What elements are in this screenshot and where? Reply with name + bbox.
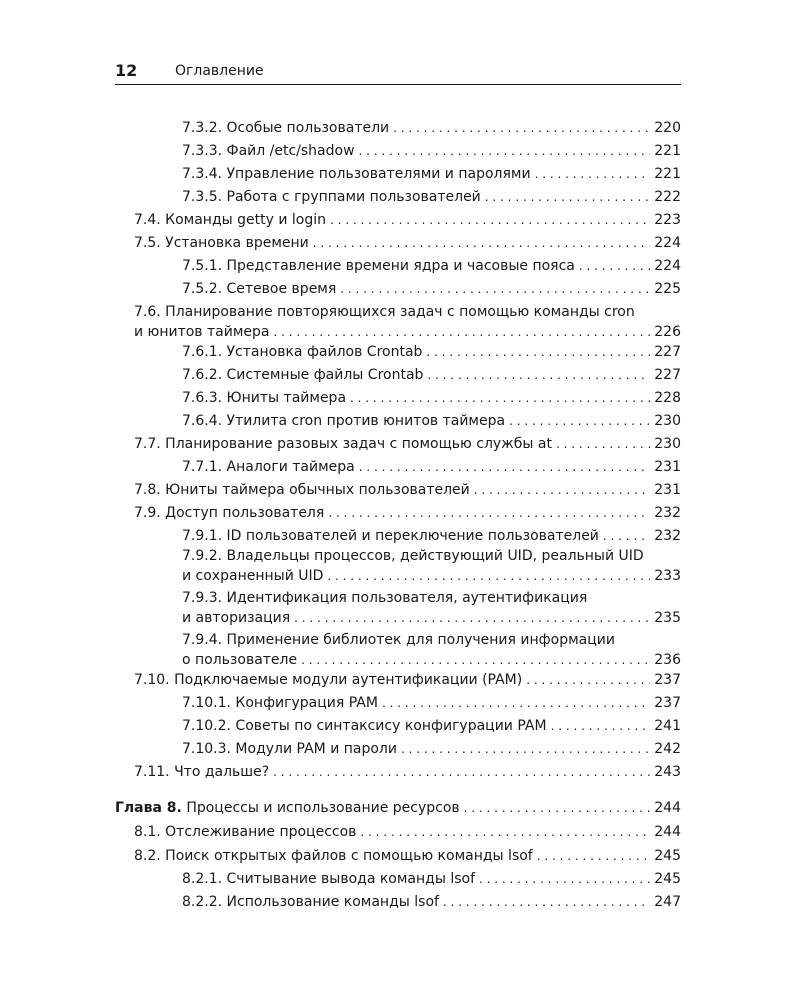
toc-entry (182, 342, 681, 362)
dot-leader (340, 279, 650, 299)
toc-entry-title: 8.2.2. Использование команды lsof (182, 894, 439, 910)
toc-entry-page: 235 (654, 610, 681, 626)
dot-leader (426, 342, 650, 362)
toc-entry-title: 7.10. Подключаемые модули аутентификации (PAM) (134, 672, 523, 688)
toc-entry (182, 630, 681, 670)
toc-entry (134, 503, 681, 523)
toc-entry-title-line2: и сохраненный UID (182, 568, 324, 584)
toc-entry-title: 7.3.4. Управление пользователями и паролями (182, 166, 531, 182)
dot-leader (393, 118, 650, 138)
toc-entry-page: 222 (654, 189, 681, 205)
toc-entry-title: 7.5.2. Сетевое время (182, 281, 337, 297)
toc-entry-page: 233 (654, 568, 681, 584)
dot-leader (603, 526, 650, 546)
toc-entry-page: 223 (654, 212, 681, 228)
toc-entry-title: 7.9.1. ID пользователей и переключение пользователей (182, 528, 599, 544)
dot-leader (273, 762, 650, 782)
toc-entry-page: 247 (654, 894, 681, 910)
toc-entry-title: 7.3.5. Работа с группами пользователей (182, 189, 481, 205)
dot-leader (535, 164, 651, 184)
dot-leader (360, 822, 650, 842)
toc-entry-page: 227 (654, 367, 681, 383)
toc-entry-title-line2: и юнитов таймера (134, 324, 270, 340)
toc-entry-page: 242 (654, 741, 681, 757)
toc-entry-title: Процессы и использование ресурсов (186, 800, 460, 816)
toc-entry-title: 7.6.4. Утилита cron против юнитов таймера (182, 413, 506, 429)
toc-entry-title: 8.2. Поиск открытых файлов с помощью команды lsof (134, 848, 533, 864)
toc-entry-page: 224 (654, 258, 681, 274)
toc-entry-page: 228 (654, 390, 681, 406)
toc-entry-page: 227 (654, 344, 681, 360)
toc-entry (182, 892, 681, 912)
toc-entry-title-line1: 7.9.2. Владельцы процессов, действующий UID, реальный UID (182, 548, 644, 564)
dot-leader (556, 434, 650, 454)
toc-entry-title: 7.7.1. Аналоги таймера (182, 459, 355, 475)
toc-entry-title-line1: 7.6. Планирование повторяющихся задач с помощью команды cron (134, 304, 635, 320)
toc-entry-title: 7.5. Установка времени (134, 235, 309, 251)
toc-entry (182, 693, 681, 713)
chapter-label: Глава 8. (115, 800, 182, 816)
dot-leader (301, 650, 650, 670)
dot-leader (479, 869, 650, 889)
toc-entry-title: 7.11. Что дальше? (134, 764, 270, 780)
toc-entry-title: 7.10.3. Модули PAM и пароли (182, 741, 397, 757)
toc-entry-title: 7.6.2. Системные файлы Crontab (182, 367, 424, 383)
toc-entry-page: 241 (654, 718, 681, 734)
toc-entry (182, 457, 681, 477)
toc-entry-page: 245 (654, 871, 681, 887)
dot-leader (328, 503, 650, 523)
dot-leader (330, 210, 650, 230)
dot-leader (359, 457, 651, 477)
toc-entry-page: 237 (654, 695, 681, 711)
dot-leader (401, 739, 650, 759)
toc-entry-title: 7.6.3. Юниты таймера (182, 390, 347, 406)
toc-entry (182, 716, 681, 736)
toc-entry-page: 220 (654, 120, 681, 136)
toc-entry (134, 822, 681, 842)
toc-entry (182, 256, 681, 276)
toc-entry (182, 388, 681, 408)
toc-chapter-entry (115, 798, 681, 818)
toc-entry (134, 210, 681, 230)
dot-leader (313, 233, 651, 253)
toc-entry (182, 869, 681, 889)
toc-entry-page: 244 (654, 800, 681, 816)
toc-entry (182, 411, 681, 431)
toc-entry (182, 141, 681, 161)
toc-entry-page: 244 (654, 824, 681, 840)
toc-entry-page: 226 (654, 324, 681, 340)
dot-leader (464, 798, 651, 818)
dot-leader (579, 256, 650, 276)
page-number: 12 (115, 61, 138, 80)
toc-entry-title-line1: 7.9.4. Применение библиотек для получения информации (182, 632, 615, 648)
toc-entry-page: 230 (654, 413, 681, 429)
toc-entry-page: 237 (654, 672, 681, 688)
toc-entry (134, 762, 681, 782)
toc-entry-page: 236 (654, 652, 681, 668)
toc-entry (134, 480, 681, 500)
toc-entry-title: 8.1. Отслеживание процессов (134, 824, 357, 840)
toc-entry-page: 243 (654, 764, 681, 780)
toc-entry-title: 7.4. Команды getty и login (134, 212, 327, 228)
toc-entry (182, 279, 681, 299)
toc-entry-page: 232 (654, 528, 681, 544)
dot-leader (359, 141, 651, 161)
dot-leader (273, 322, 650, 342)
toc-entry (134, 302, 681, 342)
toc-entry (182, 164, 681, 184)
toc-entry (134, 670, 681, 690)
toc-entry (134, 233, 681, 253)
dot-leader (294, 608, 650, 628)
toc-entry-title: 8.2.1. Считывание вывода команды lsof (182, 871, 476, 887)
dot-leader (427, 365, 650, 385)
toc-entry-page: 230 (654, 436, 681, 452)
dot-leader (537, 846, 651, 866)
toc-entry (182, 588, 681, 628)
toc-entry-title: 7.5.1. Представление времени ядра и часовые пояса (182, 258, 575, 274)
toc-entry-page: 245 (654, 848, 681, 864)
dot-leader (350, 388, 650, 408)
toc-entry-title-line2: о пользователе (182, 652, 298, 668)
toc-entry-page: 225 (654, 281, 681, 297)
dot-leader (382, 693, 650, 713)
toc-entry-title: 7.6.1. Установка файлов Crontab (182, 344, 423, 360)
toc-entry-page: 232 (654, 505, 681, 521)
toc-entry-title: 7.10.2. Советы по синтаксису конфигурации PAM (182, 718, 547, 734)
dot-leader (551, 716, 651, 736)
dot-leader (485, 187, 650, 207)
toc-entry-title-line1: 7.9.3. Идентификация пользователя, аутентификация (182, 590, 588, 606)
toc-entry-title: 7.3.3. Файл /etc/shadow (182, 143, 355, 159)
dot-leader (509, 411, 650, 431)
dot-leader (443, 892, 650, 912)
toc-entry-page: 224 (654, 235, 681, 251)
dot-leader (327, 566, 650, 586)
toc-entry (182, 118, 681, 138)
toc-entry (182, 187, 681, 207)
toc-entry-title-line2: и авторизация (182, 610, 291, 626)
toc-entry (182, 365, 681, 385)
toc-entry-title: 7.8. Юниты таймера обычных пользователей (134, 482, 470, 498)
toc-entry-title: 7.7. Планирование разовых задач с помощью службы at (134, 436, 553, 452)
toc-entry-title: 7.3.2. Особые пользователи (182, 120, 390, 136)
toc-entry-title: 7.9. Доступ пользователя (134, 505, 325, 521)
toc-entry-page: 221 (654, 166, 681, 182)
running-title: Оглавление (175, 63, 264, 79)
toc-entry-page: 221 (654, 143, 681, 159)
toc-entry-page: 231 (654, 482, 681, 498)
dot-leader (526, 670, 650, 690)
toc-entry-title: 7.10.1. Конфигурация PAM (182, 695, 378, 711)
toc-entry (182, 526, 681, 546)
toc-entry (134, 846, 681, 866)
toc-entry (134, 434, 681, 454)
toc-entry (182, 546, 681, 586)
dot-leader (474, 480, 650, 500)
toc-entry-page: 231 (654, 459, 681, 475)
toc-entry (182, 739, 681, 759)
